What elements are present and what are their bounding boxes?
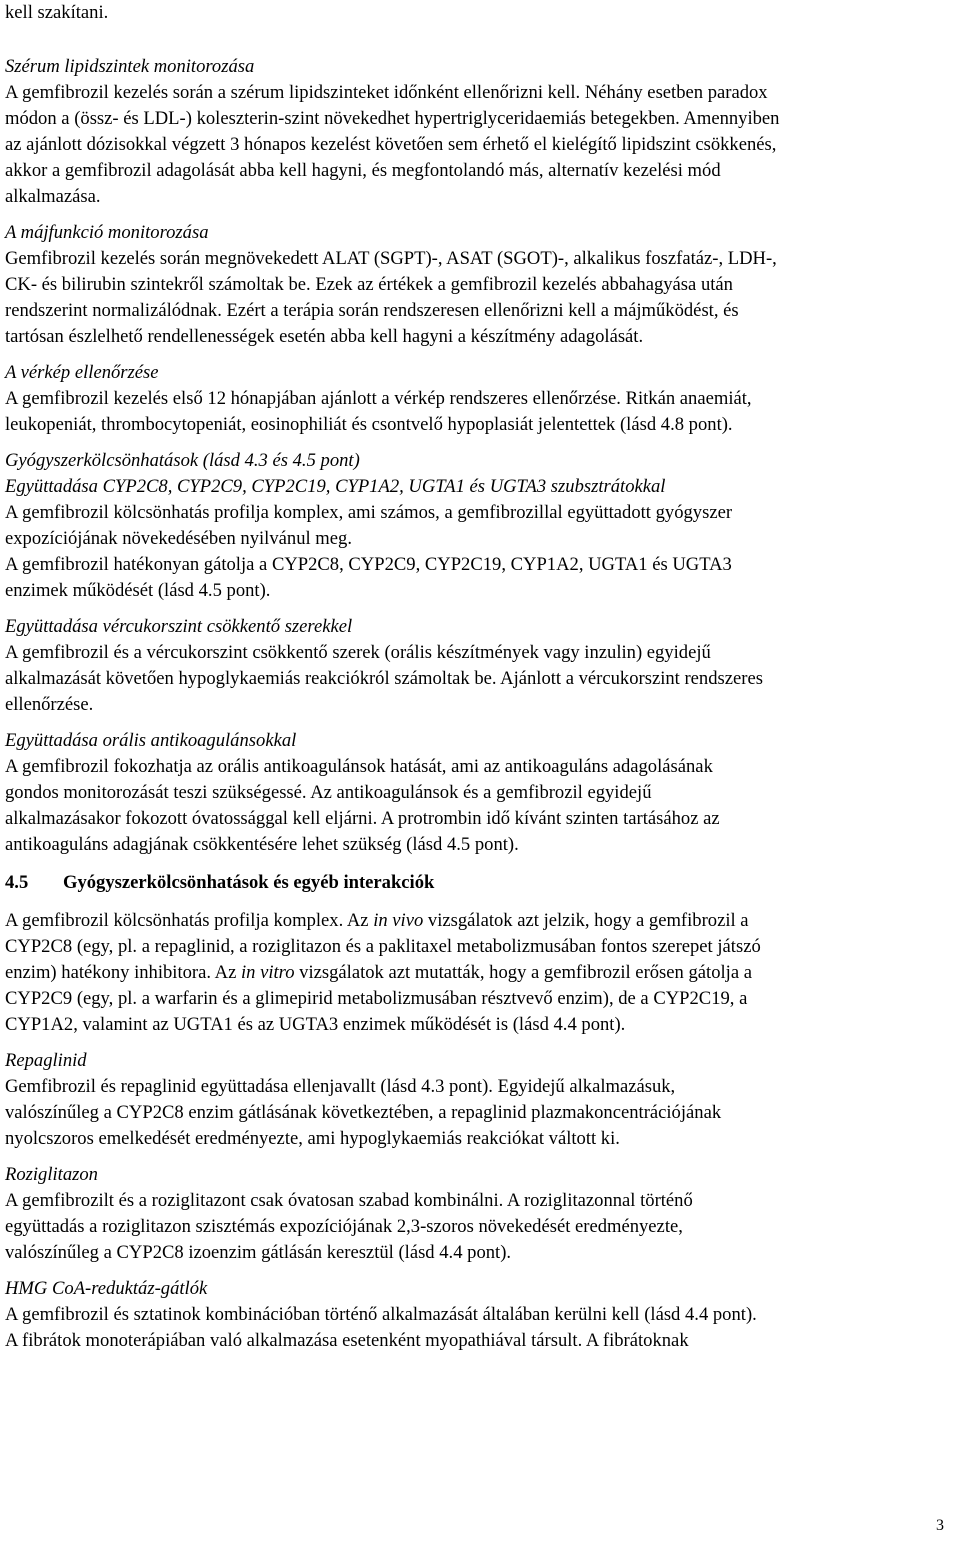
text-line: CYP2C9 (egy, pl. a warfarin és a glimepirid metabolizmusában résztvevő enzim), de a CYP2C19, a	[5, 988, 748, 1009]
blood-section	[5, 360, 955, 438]
glucose-heading: Együttadása vércukorszint csökkentő szerekkel	[5, 616, 353, 637]
text-line: kell szakítani.	[5, 2, 109, 23]
text-line: CK- és bilirubin szintekről számoltak be. Ezek az értékek a gemfibrozil kezelés abbahagyása után	[5, 274, 733, 295]
text-line: A gemfibrozil hatékonyan gátolja a CYP2C8, CYP2C9, CYP2C19, CYP1A2, UGTA1 és UGTA3	[5, 554, 732, 575]
text-line: A gemfibrozil és sztatinok kombinációban történő alkalmazását általában kerülni kell (lásd 4.4 pont).	[5, 1304, 757, 1325]
text-line: az ajánlott dózisokkal végzett 3 hónapos kezelést követően sem érhető el kielégítő lipidszint csökkenés,	[5, 134, 777, 155]
hmg-section	[5, 1276, 955, 1354]
anticoag-section	[5, 728, 955, 858]
section-4-5-body	[5, 908, 955, 1038]
text-line: expozíciójának növekedésében nyilvánul meg.	[5, 528, 352, 549]
text-line: akkor a gemfibrozil adagolását abba kell hagyni, és megfontolandó más, alternatív kezelési mód	[5, 160, 721, 181]
text-line: tartósan észlelhető rendellenességek esetén abba kell hagyni a készítmény adagolását.	[5, 326, 644, 347]
text-line: A gemfibrozil kölcsönhatás profilja komplex, ami számos, a gemfibrozillal együttadott gyógyszer	[5, 502, 733, 523]
italic-term: in vivo	[373, 910, 424, 931]
text-line: alkalmazása.	[5, 186, 101, 207]
text-line: A fibrátok monoterápiában való alkalmazása esetenként myopathiával társult. A fibrátoknak	[5, 1330, 689, 1351]
text-run: enzim) hatékony inhibitora. Az	[5, 962, 241, 983]
text-line: Gemfibrozil és repaglinid együttadása ellenjavallt (lásd 4.3 pont). Egyidejű alkalmazásuk,	[5, 1076, 676, 1097]
text-line: CYP2C8 (egy, pl. a repaglinid, a roziglitazon és a paklitaxel metabolizmusában fontos szerepet játszó	[5, 936, 761, 957]
text-line: együttadás a roziglitazon szisztémás expozíciójának 2,3-szoros növekedését eredményezte,	[5, 1216, 683, 1237]
text-line: leukopeniát, thrombocytopeniát, eosinophiliát és csontvelő hypoplasiát jelentettek (lásd 4.8 pont).	[5, 414, 733, 435]
text-run: A gemfibrozil kölcsönhatás profilja komplex. Az	[5, 910, 374, 931]
rosiglitazon-heading: Roziglitazon	[5, 1164, 98, 1185]
page-number: 3	[936, 1517, 944, 1534]
text-line	[5, 960, 955, 986]
text-line: valószínűleg a CYP2C8 izoenzim gátlásán keresztül (lásd 4.4 pont).	[5, 1242, 512, 1263]
liver-heading: A májfunkció monitorozása	[5, 222, 209, 243]
section-title: Gyógyszerkölcsönhatások és egyéb interakciók	[63, 872, 435, 893]
interactions-heading: Gyógyszerkölcsönhatások (lásd 4.3 és 4.5 pont)	[5, 450, 360, 471]
lipid-heading: Szérum lipidszintek monitorozása	[5, 56, 255, 77]
lipid-section	[5, 54, 955, 210]
text-line: enzimek működését (lásd 4.5 pont).	[5, 580, 271, 601]
text-line: antikoaguláns adagjának csökkentésére lehet szükség (lásd 4.5 pont).	[5, 834, 519, 855]
text-line: A gemfibrozil és a vércukorszint csökkentő szerek (orális készítmények vagy inzulin) egyidejű	[5, 642, 711, 663]
document-page	[5, 0, 955, 1354]
italic-term: in vitro	[240, 962, 295, 983]
section-number: 4.5	[5, 872, 29, 893]
text-line: Gemfibrozil kezelés során megnövekedett ALAT (SGPT)-, ASAT (SGOT)-, alkalikus foszfatáz-, LDH-,	[5, 248, 777, 269]
text-line: valószínűleg a CYP2C8 enzim gátlásának következtében, a repaglinid plazmakoncentrációjának	[5, 1102, 722, 1123]
text-line: nyolcszoros emelkedését eredményezte, ami hypoglykaemiás reakciókat váltott ki.	[5, 1128, 620, 1149]
continuation-text	[5, 0, 955, 26]
text-line: A gemfibrozilt és a roziglitazont csak óvatosan szabad kombinálni. A roziglitazonnal történő	[5, 1190, 693, 1211]
blood-heading: A vérkép ellenőrzése	[5, 362, 159, 383]
repaglinid-heading: Repaglinid	[5, 1050, 87, 1071]
text-line: CYP1A2, valamint az UGTA1 és az UGTA3 enzimek működését is (lásd 4.4 pont).	[5, 1014, 626, 1035]
hmg-heading: HMG CoA-reduktáz-gátlók	[5, 1278, 208, 1299]
text-run: vizsgálatok azt mutatták, hogy a gemfibrozil erősen gátolja a	[294, 962, 752, 983]
text-line: A gemfibrozil fokozhatja az orális antikoagulánsok hatását, ami az antikoaguláns adagolásának	[5, 756, 713, 777]
text-line: ellenőrzése.	[5, 694, 94, 715]
section-heading-4-5	[5, 870, 955, 896]
text-line: rendszerint normalizálódnak. Ezért a terápia során rendszeresen ellenőrizni kell a májműködést, és	[5, 300, 739, 321]
text-line: módon a (össz- és LDL-) koleszterin-szint növekedhet hypertriglyceridaemiás betegekben. Amennyiben	[5, 108, 780, 129]
text-line: A gemfibrozil kezelés első 12 hónapjában ajánlott a vérkép rendszeres ellenőrzése. Ritkán anaemiát,	[5, 388, 752, 409]
text-line: alkalmazását követően hypoglykaemiás reakciókról számoltak be. Ajánlott a vércukorszint rendszeres	[5, 668, 763, 689]
liver-section	[5, 220, 955, 350]
interactions-subheading: Együttadása CYP2C8, CYP2C9, CYP2C19, CYP1A2, UGTA1 és UGTA3 szubsztrátokkal	[5, 476, 666, 497]
text-run: vizsgálatok azt jelzik, hogy a gemfibrozil a	[423, 910, 749, 931]
text-line	[5, 908, 955, 934]
text-line: alkalmazásakor fokozott óvatossággal kell eljárni. A protrombin idő kívánt szinten tartásához az	[5, 808, 720, 829]
text-line: A gemfibrozil kezelés során a szérum lipidszinteket időnként ellenőrizni kell. Néhány esetben paradox	[5, 82, 768, 103]
glucose-section	[5, 614, 955, 718]
interactions-section	[5, 448, 955, 604]
text-line: gondos monitorozását teszi szükségessé. Az antikoagulánsok és a gemfibrozil egyidejű	[5, 782, 652, 803]
repaglinid-section	[5, 1048, 955, 1152]
rosiglitazon-section	[5, 1162, 955, 1266]
anticoag-heading: Együttadása orális antikoagulánsokkal	[5, 730, 297, 751]
